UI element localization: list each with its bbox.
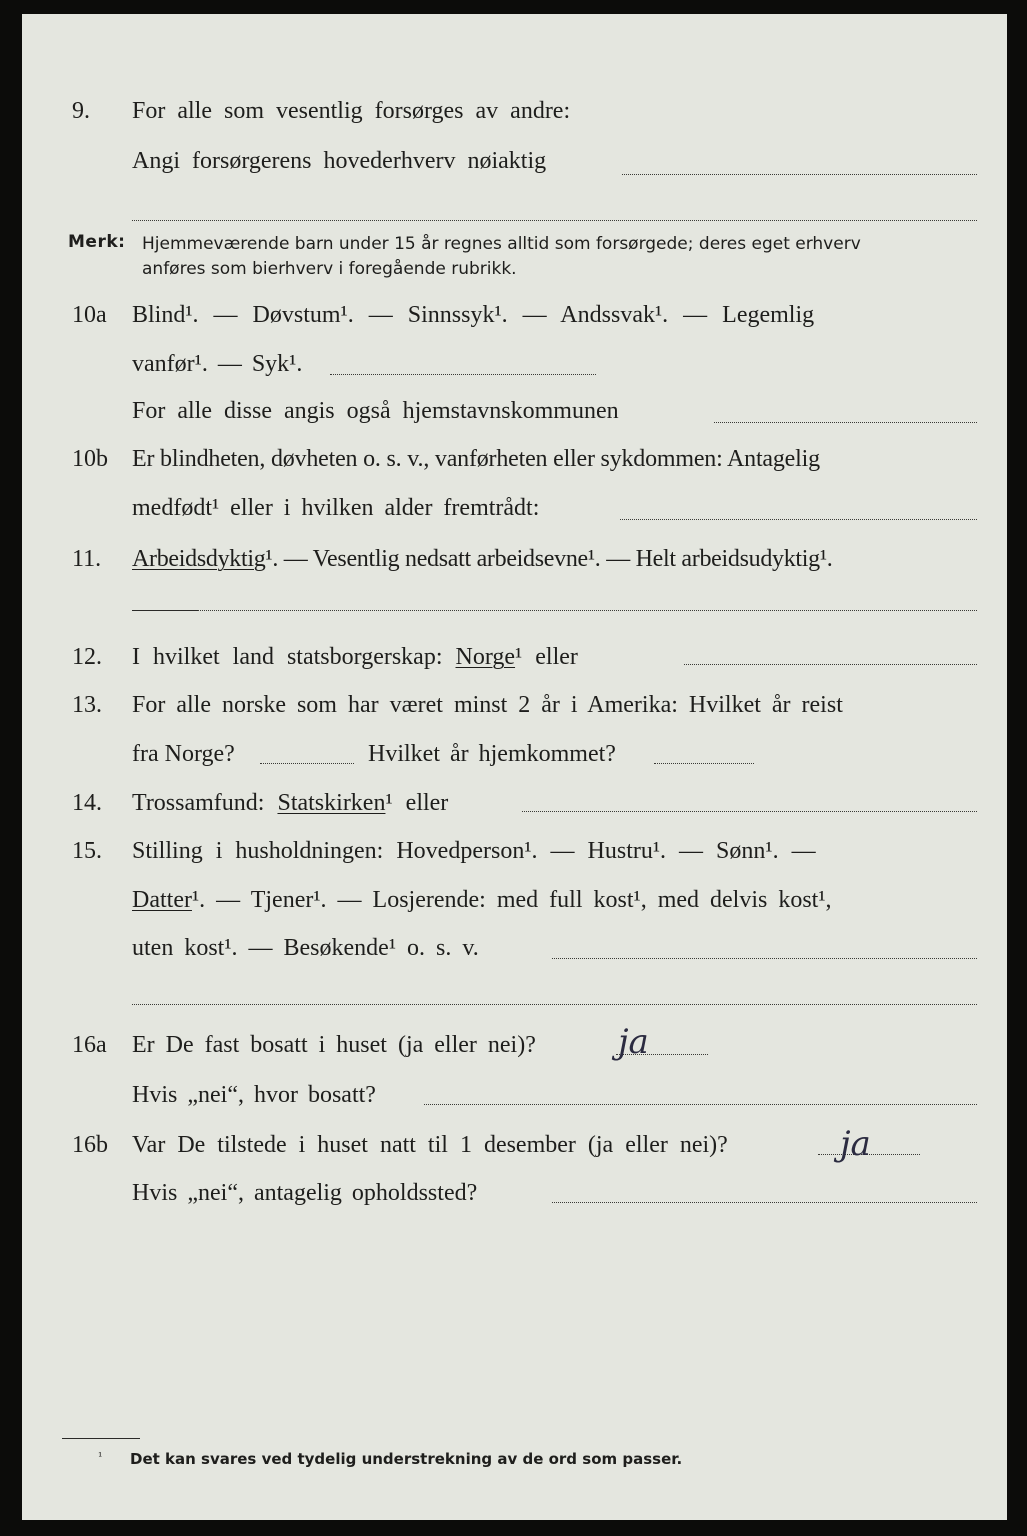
q15-line1: Stilling i husholdningen: Hovedperson¹. — Hustru¹. — Sønn¹. — (132, 838, 816, 864)
q11-answer-underline (132, 610, 198, 611)
q10a-line2: vanfør¹. — Syk¹. (132, 351, 303, 377)
q16a-number: 16a (72, 1032, 107, 1058)
footnote-text: Det kan svares ved tydelig understrekning av de ord som passer. (130, 1450, 683, 1468)
q16b-line2: Hvis „nei“, antagelig opholdssted? (132, 1180, 478, 1206)
q16b-handwritten-answer: ja (840, 1124, 871, 1164)
q16a-line2: Hvis „nei“, hvor bosatt? (132, 1082, 376, 1108)
q14-number: 14. (72, 790, 102, 816)
q13-reist-line[interactable] (260, 763, 354, 764)
merk-line2: anføres som bierhverv i foregående rubrikk. (142, 259, 517, 279)
footnote-rule (62, 1438, 140, 1439)
q9-answer-line[interactable] (622, 174, 977, 175)
q9-line2: Angi forsørgerens hovederhverv nøiaktig (132, 148, 547, 174)
q9-number: 9. (72, 98, 90, 124)
q13-label-hjemkommet: Hvilket år hjemkommet? (368, 741, 616, 767)
q11-line1 (132, 546, 832, 573)
census-form-page (22, 14, 1007, 1520)
q14-suffix: ¹ eller (385, 790, 449, 816)
q15-number: 15. (72, 838, 102, 864)
q13-hjemkommet-line[interactable] (654, 763, 754, 764)
q9-line1: For alle som vesentlig forsørges av andre: (132, 98, 571, 124)
q16a-handwritten-answer: ja (618, 1022, 649, 1062)
q15-underlined-option: Datter (132, 887, 192, 913)
q16b-line1: Var De tilstede i huset natt til 1 desember (ja eller nei)? (132, 1132, 728, 1158)
q10b-answer-line[interactable] (620, 519, 977, 520)
q12-line1 (132, 644, 578, 671)
q15-line3: uten kost¹. — Besøkende¹ o. s. v. (132, 935, 479, 961)
q10b-number: 10b (72, 446, 108, 472)
q14-underlined-option: Statskirken (277, 790, 386, 816)
q16b-opholdssted-line[interactable] (552, 1202, 977, 1203)
q15-line2-rest: ¹. — Tjener¹. — Losjerende: med full kost¹, med delvis kost¹, (191, 887, 832, 913)
q16b-number: 16b (72, 1132, 108, 1158)
q12-number: 12. (72, 644, 102, 670)
q14-line1 (132, 790, 448, 817)
q14-answer-line[interactable] (522, 811, 977, 812)
merk-label: Merk: (68, 232, 126, 252)
q13-label-reist: fra Norge? (132, 741, 235, 767)
q10a-hjemstavn-line[interactable] (714, 422, 977, 423)
q11-underlined-option: Arbeidsdyktig (132, 546, 266, 572)
q15-line2 (132, 887, 832, 914)
merk-line1: Hjemmeværende barn under 15 år regnes alltid som forsørgede; deres eget erhverv (142, 234, 861, 254)
q12-suffix: ¹ eller (515, 644, 578, 670)
q11-extra-line[interactable] (198, 610, 977, 611)
q10a-number: 10a (72, 302, 107, 328)
q9-extra-line[interactable] (132, 220, 977, 221)
footnote-marker: ¹ (98, 1450, 103, 1463)
q10b-line2: medfødt¹ eller i hvilken alder fremtrådt: (132, 495, 540, 521)
q12-underlined-option: Norge (455, 644, 516, 670)
q13-line1: For alle norske som har været minst 2 år i Amerika: Hvilket år reist (132, 692, 843, 718)
q10a-syk-line[interactable] (330, 374, 596, 375)
q16a-line1: Er De fast bosatt i huset (ja eller nei)? (132, 1032, 536, 1058)
q12-answer-line[interactable] (684, 664, 977, 665)
q15-answer-line[interactable] (552, 958, 977, 959)
q12-prefix: I hvilket land statsborgerskap: (132, 644, 456, 670)
q14-prefix: Trossamfund: (132, 790, 278, 816)
q10b-line1: Er blindheten, døvheten o. s. v., vanførheten eller sykdommen: Antagelig (132, 446, 820, 472)
q11-number: 11. (72, 546, 102, 572)
q16a-bosatt-line[interactable] (424, 1104, 977, 1105)
q10a-line3: For alle disse angis også hjemstavnskommunen (132, 398, 619, 424)
q10a-line1: Blind¹. — Døvstum¹. — Sinnssyk¹. — Andssvak¹. — Legemlig (132, 302, 815, 328)
q15-extra-line[interactable] (132, 1004, 977, 1005)
q13-number: 13. (72, 692, 102, 718)
q11-rest: ¹. — Vesentlig nedsatt arbeidsevne¹. — Helt arbeidsudyktig¹. (265, 546, 833, 572)
